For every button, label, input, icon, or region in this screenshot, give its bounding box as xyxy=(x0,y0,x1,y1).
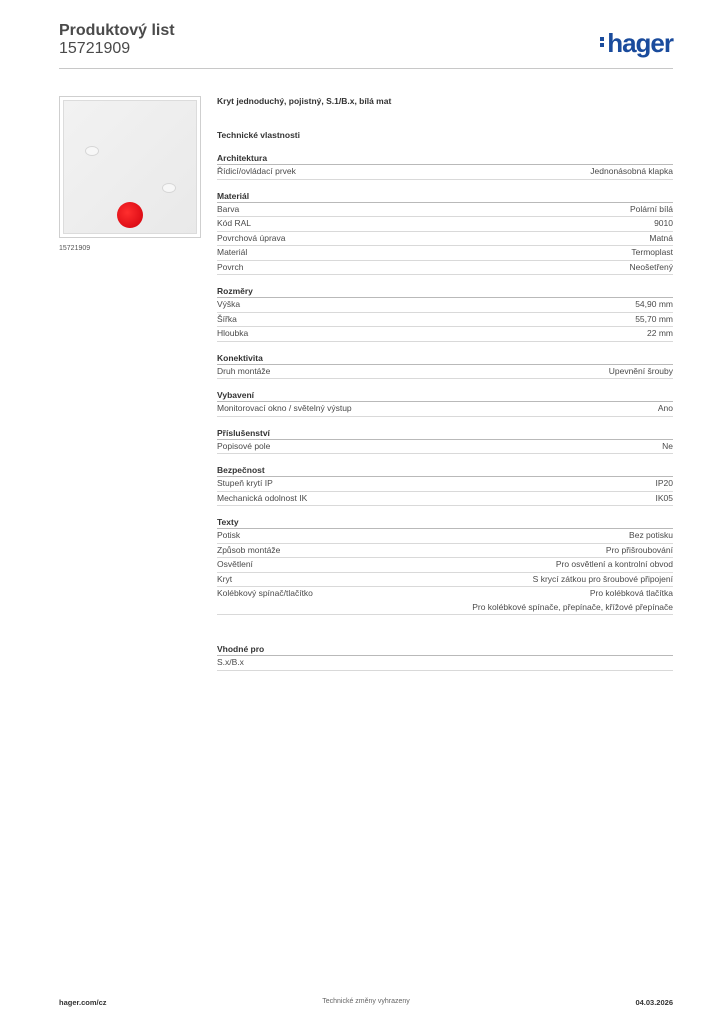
spec-label: Materiál xyxy=(217,247,248,257)
red-indicator-lens-icon xyxy=(117,202,143,228)
spec-value-line: Matná xyxy=(649,232,673,243)
logo-text: hager xyxy=(607,28,673,58)
spec-row xyxy=(217,365,673,380)
spec-label: S.x/B.x xyxy=(217,657,244,667)
spec-row xyxy=(217,232,673,247)
section-title: Architektura xyxy=(217,152,673,165)
screw-cap-icon xyxy=(85,146,99,156)
spec-value-line: Pro kolébková tlačítka xyxy=(589,588,673,598)
spec-value xyxy=(472,587,673,614)
spec-label: Monitorovací okno / světelný výstup xyxy=(217,403,352,413)
spec-value xyxy=(556,558,673,572)
spec-value xyxy=(656,492,674,506)
spec-value-line: Pro kolébkové spínače, přepínače, křížové přepínače xyxy=(472,601,673,612)
spec-section xyxy=(217,352,673,380)
spec-value xyxy=(630,261,673,275)
spec-label: Kód RAL xyxy=(217,218,252,228)
spec-value-line: S krycí zátkou pro šroubové připojení xyxy=(532,573,673,584)
product-image xyxy=(59,96,201,238)
image-caption: 15721909 xyxy=(59,245,91,252)
spec-value xyxy=(609,365,673,379)
spec-row xyxy=(217,165,673,180)
spec-value xyxy=(590,165,673,179)
spec-value xyxy=(635,298,673,312)
spec-value-line: Neošetřený xyxy=(629,261,673,272)
spec-sections xyxy=(217,152,673,615)
section-title: Příslušenství xyxy=(217,427,673,440)
spec-value xyxy=(654,217,673,231)
spec-value xyxy=(631,246,673,260)
spec-label: Způsob montáže xyxy=(217,544,281,555)
logo-dots-icon xyxy=(600,35,604,49)
spec-value-line: 22 mm xyxy=(647,328,673,338)
spec-value-line: Termoplast xyxy=(631,247,673,257)
spec-label: Kolébkový spínač/tlačítko xyxy=(217,588,313,598)
spec-row xyxy=(217,402,673,417)
spec-section xyxy=(217,516,673,615)
spec-value xyxy=(649,232,673,246)
spec-label: Popisové pole xyxy=(217,440,271,451)
section-title: Vhodné pro xyxy=(217,643,673,656)
spec-row xyxy=(217,261,673,276)
spec-label: Kryt xyxy=(217,573,233,584)
spec-label: Řídicí/ovládací prvek xyxy=(217,166,296,176)
spec-value-line: Polární bílá xyxy=(630,203,673,214)
page-title: Produktový list xyxy=(59,22,175,39)
technical-properties-heading: Technické vlastnosti xyxy=(217,130,300,140)
spec-value-line: 55,70 mm xyxy=(635,313,673,324)
footer-note: Technické změny vyhrazeny xyxy=(322,998,410,1005)
spec-value-line: IP20 xyxy=(655,478,673,488)
spec-row xyxy=(217,477,673,492)
section-title: Vybavení xyxy=(217,389,673,402)
spec-section xyxy=(217,190,673,276)
screw-cap-icon xyxy=(162,183,176,193)
spec-label: Stupeň krytí IP xyxy=(217,478,273,488)
spec-value-line: Ne xyxy=(662,440,673,451)
section-title: Konektivita xyxy=(217,352,673,365)
spec-value xyxy=(635,313,673,327)
footer-website-link[interactable]: hager.com/cz xyxy=(59,998,107,1007)
spec-row xyxy=(217,298,673,313)
section-title: Rozměry xyxy=(217,285,673,298)
section-title: Bezpečnost xyxy=(217,464,673,477)
spec-value-line: Jednonásobná klapka xyxy=(590,166,673,176)
cover-plate-picture xyxy=(63,100,197,234)
spec-row xyxy=(217,203,673,218)
spec-value-line: IK05 xyxy=(655,492,673,503)
spec-label: Hloubka xyxy=(217,328,249,338)
spec-row xyxy=(217,587,673,615)
spec-label: Šířka xyxy=(217,313,237,324)
spec-row xyxy=(217,544,673,559)
spec-label: Povrch xyxy=(217,261,244,272)
spec-section xyxy=(217,464,673,506)
spec-section xyxy=(217,389,673,417)
page-header xyxy=(59,22,673,70)
header-divider xyxy=(59,68,673,69)
spec-row xyxy=(217,492,673,507)
section-title: Materiál xyxy=(217,190,673,203)
spec-row xyxy=(217,217,673,232)
spec-row xyxy=(217,529,673,544)
spec-value xyxy=(629,529,673,543)
spec-value xyxy=(662,440,673,454)
spec-value-line: 54,90 mm xyxy=(635,299,673,309)
spec-row xyxy=(217,327,673,342)
spec-label: Potisk xyxy=(217,530,241,540)
spec-row xyxy=(217,656,673,671)
product-number: 15721909 xyxy=(59,40,131,57)
spec-section xyxy=(217,427,673,455)
spec-value-line: Ano xyxy=(657,403,673,413)
spec-label: Druh montáže xyxy=(217,365,271,376)
spec-value xyxy=(647,327,673,341)
spec-value-line: Pro osvětlení a kontrolní obvod xyxy=(555,559,673,569)
spec-section xyxy=(217,285,673,342)
spec-label: Mechanická odolnost IK xyxy=(217,492,308,503)
spec-value xyxy=(533,573,673,587)
spec-value xyxy=(656,477,674,491)
spec-row xyxy=(217,573,673,588)
spec-value xyxy=(658,402,673,416)
spec-label: Povrchová úprava xyxy=(217,232,286,243)
product-name: Kryt jednoduchý, pojistný, S.1/B.x, bílá mat xyxy=(217,96,392,106)
spec-value xyxy=(630,203,673,217)
spec-row xyxy=(217,246,673,261)
spec-label: Osvětlení xyxy=(217,559,253,569)
spec-label: Výška xyxy=(217,299,241,309)
footer-date: 04.03.2026 xyxy=(635,998,673,1007)
spec-value-line: 9010 xyxy=(654,218,673,228)
spec-section xyxy=(217,152,673,180)
spec-content xyxy=(217,96,673,671)
spec-value-line: Pro přišroubování xyxy=(605,544,673,555)
spec-row xyxy=(217,313,673,328)
spec-value xyxy=(606,544,673,558)
spec-value-line: Bez potisku xyxy=(629,530,673,540)
spec-row xyxy=(217,440,673,455)
spec-value-line: Upevnění šrouby xyxy=(608,365,673,376)
spec-section-suitable xyxy=(217,643,673,671)
section-title: Texty xyxy=(217,516,673,529)
spec-label: Barva xyxy=(217,203,240,214)
hager-logo[interactable] xyxy=(600,28,673,59)
spec-row xyxy=(217,558,673,573)
